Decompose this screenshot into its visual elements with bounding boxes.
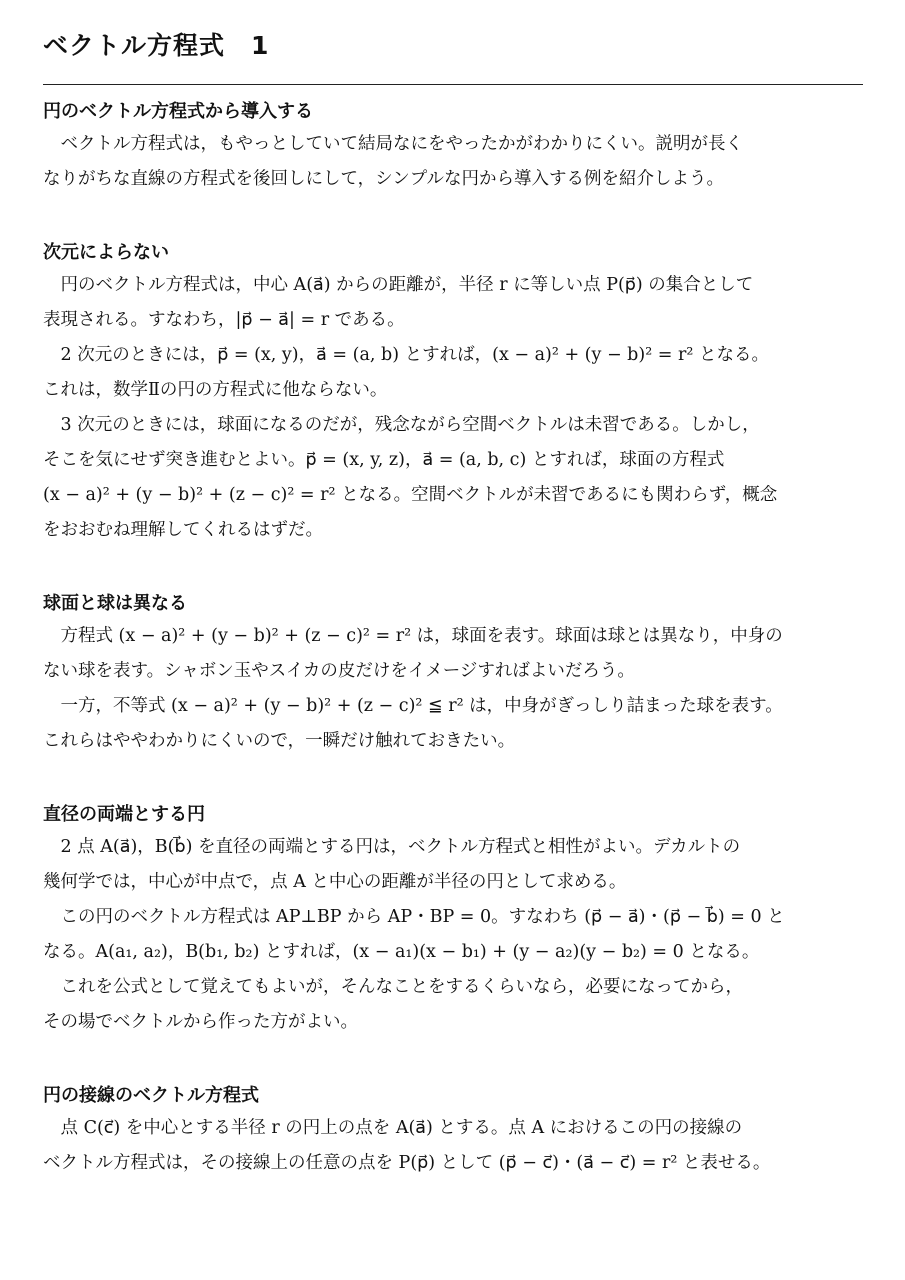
paragraph-line: 一方，不等式 (x − a)² + (y − b)² + (z − c)² ≦ r² は，中身がぎっしり詰まった球を表す。 <box>43 696 783 716</box>
paragraph-line: ベクトル方程式は，もやっとしていて結局なにをやったかがわかりにくい。説明が長く <box>43 134 743 154</box>
section-heading: 円のベクトル方程式から導入する <box>43 101 313 122</box>
paragraph-line: そこを気にせず突き進むとよい。p⃗ = (x, y, z)，a⃗ = (a, b, c) とすれば，球面の方程式 <box>43 450 725 470</box>
paragraph-line: これは，数学Ⅱの円の方程式に他ならない。 <box>43 380 388 400</box>
section-intro <box>43 96 863 197</box>
section-diameter-circle <box>43 799 863 1040</box>
paragraph-line: なる。A(a₁, a₂)，B(b₁, b₂) とすれば，(x − a₁)(x − b₁) + (y − a₂)(y − b₂) = 0 となる。 <box>43 942 760 962</box>
paragraph-line: これらはややわかりにくいので，一瞬だけ触れておきたい。 <box>43 731 516 751</box>
paragraph-line: 幾何学では，中心が中点で，点 A と中心の距離が半径の円として求める。 <box>43 872 627 892</box>
page-title: ベクトル方程式 1 <box>43 31 270 60</box>
paragraph-line: この円のベクトル方程式は AP⊥BP から AP・BP = 0。すなわち (p⃗ − a⃗)・(p⃗ − b⃗) = 0 と <box>43 907 785 927</box>
section-heading: 次元によらない <box>43 242 169 263</box>
paragraph-line: 2 次元のときには，p⃗ = (x, y)，a⃗ = (a, b) とすれば，(x − a)² + (y − b)² = r² となる。 <box>43 345 769 365</box>
title-divider <box>43 84 863 85</box>
paragraph-line: 表現される。すなわち，|p⃗ − a⃗| = r である。 <box>43 310 405 330</box>
paragraph-line: その場でベクトルから作った方がよい。 <box>43 1012 358 1032</box>
section-tangent <box>43 1080 863 1181</box>
paragraph-line: 方程式 (x − a)² + (y − b)² + (z − c)² = r² は，球面を表す。球面は球とは異なり，中身の <box>43 626 783 646</box>
paragraph-line: (x − a)² + (y − b)² + (z − c)² = r² となる。空間ベクトルが未習であるにも関わらず，概念 <box>43 485 778 505</box>
section-dimension <box>43 237 863 548</box>
paragraph-line: 2 点 A(a⃗)，B(b⃗) を直径の両端とする円は，ベクトル方程式と相性がよい。デカルトの <box>43 837 741 857</box>
paragraph-line: なりがちな直線の方程式を後回しにして，シンプルな円から導入する例を紹介しよう。 <box>43 169 725 189</box>
section-heading: 円の接線のベクトル方程式 <box>43 1085 259 1106</box>
section-sphere <box>43 588 863 759</box>
paragraph-line: 円のベクトル方程式は，中心 A(a⃗) からの距離が，半径 r に等しい点 P(p⃗) の集合として <box>43 275 754 295</box>
paragraph-line: ベクトル方程式は，その接線上の任意の点を P(p⃗) として (p⃗ − c⃗)・(a⃗ − c⃗) = r² と表せる。 <box>43 1153 771 1173</box>
section-heading: 直径の両端とする円 <box>43 804 205 825</box>
paragraph-line: ない球を表す。シャボン玉やスイカの皮だけをイメージすればよいだろう。 <box>43 661 635 681</box>
document-body <box>43 96 863 1181</box>
paragraph-line: 3 次元のときには，球面になるのだが，残念ながら空間ベクトルは未習である。しかし， <box>43 415 760 435</box>
section-heading: 球面と球は異なる <box>43 593 187 614</box>
paragraph-line: これを公式として覚えてもよいが，そんなことをするくらいなら，必要になってから， <box>43 977 743 997</box>
paragraph-line: 点 C(c⃗) を中心とする半径 r の円上の点を A(a⃗) とする。点 A におけるこの円の接線の <box>43 1118 743 1138</box>
paragraph-line: をおおむね理解してくれるはずだ。 <box>43 520 323 540</box>
